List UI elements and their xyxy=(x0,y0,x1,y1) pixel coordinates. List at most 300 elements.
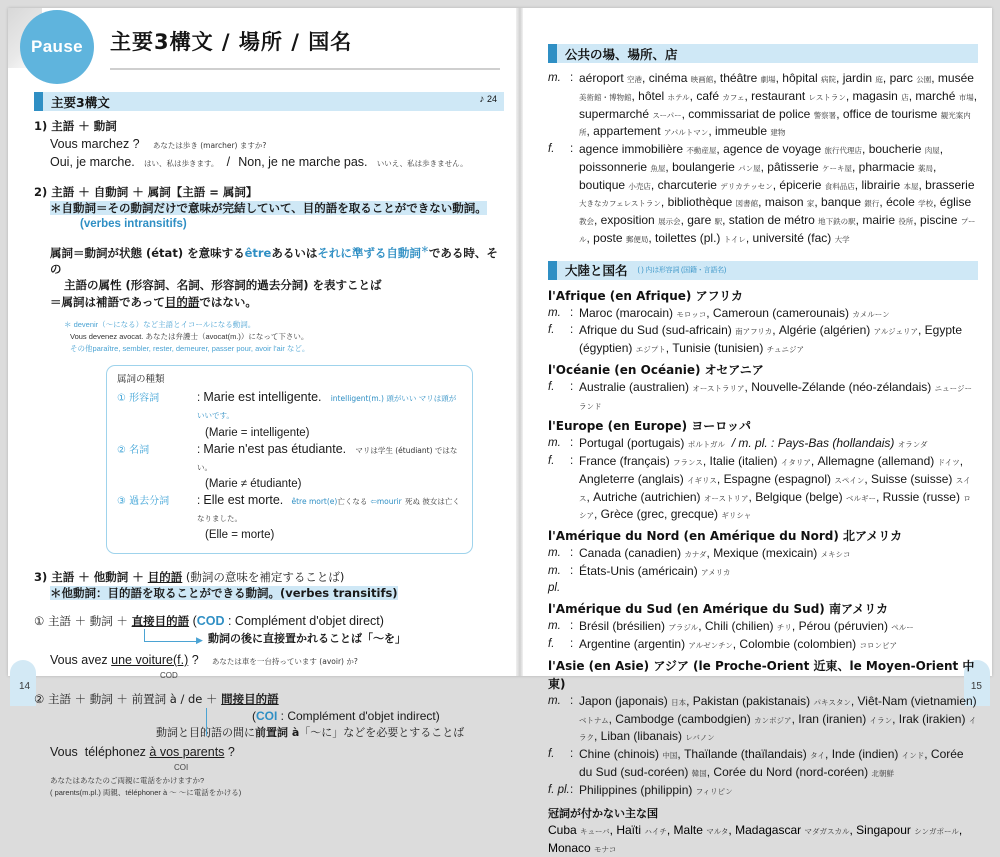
coi-example-row xyxy=(50,744,504,762)
vocab-gloss: インド xyxy=(901,751,925,760)
public-places-list xyxy=(548,70,978,248)
vocab-group-row xyxy=(548,782,978,800)
gender-label: f. xyxy=(548,455,555,467)
cod-abbr: COD xyxy=(196,614,225,629)
continent-heading: l'Océanie (en Océanie) オセアニア xyxy=(548,362,764,377)
vocab-gloss: 南アフリカ xyxy=(735,327,773,337)
gender-colon: : xyxy=(570,638,574,650)
vocab-term: immeuble xyxy=(714,124,768,139)
attribute-row xyxy=(117,492,462,526)
vocab-gloss: プール xyxy=(579,217,976,244)
vocab-gloss: 魚屋 xyxy=(650,163,666,173)
vocab-gloss: レバノン xyxy=(685,733,715,743)
left-body xyxy=(34,118,504,799)
vocab-term: maison xyxy=(764,195,804,210)
vocab-gloss: 薬局 xyxy=(918,163,934,173)
vocab-term: France (français) xyxy=(579,454,670,468)
vocab-term: Corée du Sud (sud-coréen) xyxy=(579,747,964,779)
vocab-term: musée xyxy=(937,71,974,85)
attribute-row-body-3: : Elle est morte. être mort(e)亡くなる ⇦mourir 死ぬ 彼女は亡くなりました。 xyxy=(197,493,460,523)
def-l1-etre: être xyxy=(244,245,272,260)
structure-3-star-note xyxy=(50,585,504,601)
vocab-term: boutique xyxy=(579,177,626,192)
vocab-gloss: ニュージーランド xyxy=(579,383,972,411)
vocab-term: Brésil (brésilien) xyxy=(579,619,666,634)
vocab-gloss: パキスタン xyxy=(813,697,851,707)
vocab-group-row xyxy=(548,322,978,358)
cod-marker: COD xyxy=(160,670,178,680)
vocab-term: Grèce (grec, grecque) xyxy=(600,507,719,522)
vocab-entries: Chine (chinois) 中国, Thaïlande (thaïlandais) タイ, Inde (indien) インド, Corée du Sud (sud-coréen) 韓国, Corée du Nord (nord-coréen) 北朝鮮 xyxy=(579,747,964,779)
structure-1-answer-yes-gloss: はい、私は歩きます。 xyxy=(143,159,219,169)
vocab-gloss: ペルー xyxy=(891,623,914,633)
structure-1-question xyxy=(50,136,504,154)
structure-1-question-fr: Vous marchez ? xyxy=(50,137,140,152)
vocab-gloss: ブラジル xyxy=(668,623,699,633)
vocab-term: Singapour xyxy=(856,823,911,838)
vocab-gloss: トイレ xyxy=(723,234,746,244)
cod-line xyxy=(34,613,504,631)
vocab-entries: France (français) フランス, Italie (italien) イタリア, Allemagne (allemand) ドイツ, Angleterre (anglais) イギリス, Espagne (espagnol) スペイン, Suisse (suisse) スイス, Autriche (autrichien) オーストリア, Belgique (belge) ベルギー, Russie (russe) ロシア, Grèce (grec, grecque) ギリシャ xyxy=(579,454,971,522)
vocab-gloss: モナコ xyxy=(594,845,617,855)
vocab-gloss: 劇場 xyxy=(760,75,776,84)
coi-abbr-text: (COI : Complément d'objet indirect) xyxy=(252,708,440,723)
vocab-gloss: ホテル xyxy=(667,92,690,102)
vocab-gloss: 北朝鮮 xyxy=(871,768,895,778)
section-title-continents: 大陸と国名 xyxy=(565,263,628,278)
vocab-group-row xyxy=(548,305,978,323)
cod-arrow: ▶ 動詞の後に直接置かれることば「〜を」 xyxy=(144,631,504,647)
vocab-gloss: アルゼンチン xyxy=(688,641,733,650)
vocab-term: Allemagne (allemand) xyxy=(817,454,935,468)
vocab-gloss: メキシコ xyxy=(820,550,851,559)
no-article-heading: 冠詞が付かない主な国 xyxy=(548,808,658,821)
def-l1-c: あるいは xyxy=(271,245,318,260)
section-header-public-places xyxy=(548,44,978,63)
vocab-entries: Argentine (argentin) アルゼンチン, Colombie (colombien) コロンビア xyxy=(579,637,897,651)
vocab-gloss: スペイン xyxy=(834,475,865,485)
gender-colon: : xyxy=(570,143,574,155)
gender-label: m. xyxy=(548,547,561,559)
vocab-gloss: ベルギー xyxy=(845,493,876,503)
vocab-term: pâtisserie xyxy=(767,159,819,174)
section-note-continents: ( ) 内は形容詞 (国籍・言語名) xyxy=(637,267,727,274)
vocab-gloss: 建物 xyxy=(770,128,786,138)
structure-2-definition-line1 xyxy=(50,244,504,277)
vocab-term: Philippines (philippin) xyxy=(579,782,693,797)
cod-example-object: une voiture(f.) xyxy=(111,653,189,668)
structure-1-slash: / xyxy=(226,155,231,170)
continent-heading: l'Europe (en Europe) ヨーロッパ xyxy=(548,419,751,434)
left-column xyxy=(34,92,504,798)
coi-abbr-row xyxy=(34,708,504,725)
vocab-term: toilettes (pl.) xyxy=(655,230,721,245)
coi-example: Vous téléphonez à vos parents ? xyxy=(50,745,235,760)
attribute-gloss-3-blue2: mourir xyxy=(376,497,402,507)
gender-label: f. xyxy=(548,380,555,393)
structure-2-definition-line2: 主語の属性 (形容詞、名詞、形容詞的過去分詞) を表すことば xyxy=(64,278,382,293)
vocab-term: appartement xyxy=(593,124,661,139)
structure-2-intransitifs-fr: (verbes intransitifs) xyxy=(80,218,187,231)
structure-2-small-note-3: その他paraître, sembler, rester, demeurer, passer pour, avoir l'air など。 xyxy=(70,343,310,353)
book-gutter xyxy=(516,8,523,676)
vocab-gloss: 美術館・博物館 xyxy=(579,92,632,102)
vocab-term: agence de voyage xyxy=(723,142,822,156)
attribute-sub-1: (Marie = intelligente) xyxy=(205,426,310,439)
s3-head-a: 3) 主語 ＋ 他動詞 ＋ xyxy=(34,569,148,584)
structure-1-answer-no-fr: Non, je ne marche pas. xyxy=(238,155,368,170)
attribute-row-label-3: ③ 過去分詞 xyxy=(117,496,170,508)
gender-colon: : xyxy=(570,72,574,84)
pause-badge xyxy=(20,10,94,84)
section-title: 主要3構文 xyxy=(51,94,110,110)
vocab-term: magasin xyxy=(852,88,898,103)
vocab-term: église xyxy=(939,195,972,210)
vocab-gloss: チリ xyxy=(776,623,792,633)
cod-example-row xyxy=(50,652,504,670)
structure-2-star-note-text: ＊自動詞＝その動詞だけで意味が完結していて、目的語を取ることができない動詞。 xyxy=(50,201,487,216)
structure-3-heading xyxy=(34,569,504,585)
section-header-main-structures xyxy=(34,92,504,111)
vocab-term: jardin xyxy=(842,71,873,85)
vocab-gloss: 病院 xyxy=(821,75,837,84)
vocab-group-row xyxy=(548,435,978,453)
gender-colon: : xyxy=(570,694,574,707)
attribute-row-body-1: : Marie est intelligente. intelligent(m.) 頭がいい マリは頭がいいです。 xyxy=(197,390,457,421)
vocab-gloss: 日本 xyxy=(671,697,687,707)
vocab-gloss: カフェ xyxy=(722,92,745,102)
vocab-group-row xyxy=(548,693,978,746)
gender-label: m. xyxy=(548,306,561,319)
vocab-gloss: エジプト xyxy=(635,345,666,354)
coi-abbr: COI xyxy=(256,708,278,723)
section-tick xyxy=(548,261,557,280)
vocab-term: Afrique du Sud (sud-africain) xyxy=(579,323,732,338)
attribute-gloss-3-blue: être mort(e) xyxy=(291,497,338,507)
vocab-term: Japon (japonais) xyxy=(579,693,668,708)
vocab-term: aéroport xyxy=(579,71,624,85)
gender-colon: : xyxy=(570,748,574,760)
vocab-term: parc xyxy=(889,71,913,85)
vocab-term: Nouvelle-Zélande (néo-zélandais) xyxy=(751,379,932,394)
vocab-entries: Brésil (brésilien) ブラジル, Chili (chilien) チリ, Pérou (péruvien) ペルー xyxy=(579,619,914,634)
vocab-term: charcuterie xyxy=(657,177,717,192)
vocab-term: hôpital xyxy=(782,71,818,85)
structure-2-small-note-2: Vous devenez avocat. あなたは弁護士（avocat(m.)）になって下さい。 xyxy=(70,331,309,341)
vocab-term: Algérie (algérien) xyxy=(778,323,871,338)
structure-3-sub-2 xyxy=(34,691,504,799)
vocab-entries: Australie (australien) オーストラリア, Nouvelle-Zélande (néo-zélandais) ニュージーランド xyxy=(579,379,972,411)
vocab-gloss: アルジェリア xyxy=(873,327,918,337)
def-l1-a: 属詞＝動詞が状態 (état) を意味する xyxy=(50,245,245,260)
gender-colon: : xyxy=(570,620,574,633)
attribute-row xyxy=(117,389,462,423)
gender-label: f. xyxy=(548,324,555,337)
coi-gloss-1: あなたはあなたのご両親に電話をかけますか? xyxy=(50,776,205,786)
vocab-gloss: 図書館 xyxy=(735,199,759,209)
coi-gloss-2: ( parents(m.pl.) 両親、téléphoner à 〜 〜に電話をかける) xyxy=(50,788,242,798)
def-l1-d: それに準ずる自動詞 xyxy=(317,245,421,260)
vocab-term: café xyxy=(696,88,720,103)
vocab-gloss: イラン xyxy=(869,715,893,725)
vocab-group-row xyxy=(548,70,978,141)
vocab-gloss: 小売店 xyxy=(628,181,651,191)
vocab-term: épicerie xyxy=(779,177,822,192)
vocab-term: université (fac) xyxy=(752,230,832,245)
vocab-gloss: アパルトマン xyxy=(663,128,709,138)
vocab-term: Angleterre (anglais) xyxy=(579,471,684,486)
cod-num: ① xyxy=(34,614,45,629)
vocab-entries: Japon (japonais) 日本, Pakistan (pakistanais) パキスタン, Viêt-Nam (vietnamien) ベトナム, Cambodge (cambodgien) カンボジア, Iran (iranien) イラン, Irak (irakien) イラク, Liban (libanais) レバノン xyxy=(579,693,977,744)
vocab-term: Liban (libanais) xyxy=(600,729,683,744)
vocab-gloss: 肉屋 xyxy=(924,146,940,155)
gender-label: f. xyxy=(548,638,555,650)
coi-line xyxy=(34,691,504,707)
vocab-term: poste xyxy=(593,230,623,245)
vocab-term: école xyxy=(886,195,915,210)
coi-num: ② xyxy=(34,692,45,707)
vocab-gloss: 観光案内所 xyxy=(579,110,971,138)
vocab-term: piscine xyxy=(920,213,958,227)
vocab-term: librairie xyxy=(861,177,901,192)
vocab-term: Autriche (autrichien) xyxy=(593,489,701,504)
structure-1-question-gloss: あなたは歩き (marcher) ますか? xyxy=(152,141,267,151)
vocab-gloss: 大学 xyxy=(834,234,850,244)
vocab-term: Inde (indien) xyxy=(831,747,899,761)
section-title-places: 公共の場、場所、店 xyxy=(565,46,678,62)
cod-arrow-text: 動詞の後に直接置かれることば「〜を」 xyxy=(208,632,406,646)
vocab-gloss: マダガスカル xyxy=(804,827,850,837)
vocab-gloss: デリカテッセン xyxy=(720,181,773,191)
structure-3-sub-1 xyxy=(34,613,504,681)
vocab-group-row xyxy=(548,453,978,524)
def-l3-b: 目的語 xyxy=(164,294,200,309)
vocab-term: Argentine (argentin) xyxy=(579,637,686,651)
vocab-term: Tunisie (tunisien) xyxy=(672,341,764,355)
structure-2-definition-line3 xyxy=(50,294,504,310)
vocab-group-row xyxy=(548,545,978,563)
structure-2-heading: 2) 主語 ＋ 自動詞 ＋ 属詞【主語 = 属詞】 xyxy=(34,184,258,199)
vocab-term: mairie xyxy=(862,213,896,227)
vocab-gloss: フランス xyxy=(673,458,703,467)
cod-line-d: : Complément d'objet direct) xyxy=(224,614,384,629)
vocab-gloss: 駅 xyxy=(714,217,723,226)
vocab-gloss: 不動産屋 xyxy=(686,146,717,155)
cod-line-c: ( xyxy=(189,614,197,629)
vocab-term: Canada (canadien) xyxy=(579,546,682,560)
vocab-term: Pakistan (pakistanais) xyxy=(692,693,811,708)
vocab-gloss: ケーキ屋 xyxy=(822,163,852,173)
vocab-term: Cuba xyxy=(548,823,577,838)
vocab-term: Mexique (mexicain) xyxy=(713,546,818,560)
continent-heading: l'Afrique (en Afrique) アフリカ xyxy=(548,288,743,303)
gender-colon: : xyxy=(570,380,574,393)
vocab-gloss: ドイツ xyxy=(937,458,960,467)
vocab-term: agence immobilière xyxy=(579,142,684,156)
audio-track-marker[interactable]: ♪ 24 xyxy=(479,94,497,105)
attribute-box-title: 属詞の種類 xyxy=(117,373,165,385)
vocab-gloss: 公園 xyxy=(916,75,932,84)
vocab-term: Thaïlande (thaïlandais) xyxy=(684,747,807,761)
vocab-term: Chine (chinois) xyxy=(579,747,660,761)
vocab-gloss: 教会 xyxy=(579,217,594,226)
vocab-term: théâtre xyxy=(719,71,758,85)
attribute-gloss-1: intelligent(m.) 頭がいい マリは頭がいいです。 xyxy=(197,394,457,421)
vocab-gloss: スイス xyxy=(579,475,971,503)
vocab-group-row xyxy=(548,141,978,248)
vocab-term: banque xyxy=(821,195,862,210)
vocab-term: Monaco xyxy=(548,841,591,856)
vocab-entries: agence immobilière 不動産屋, agence de voyage 旅行代理店, boucherie 肉屋, poissonnerie 魚屋, boulangerie パン屋, pâtisserie ケーキ屋, pharmacie 薬局, boutique 小売店, charcuterie デリカテッセン, épicerie 食料品店, librairie 本屋, brasserie 大きなカフェレストラン, bibliothèque 図書館, maison 家, banque 銀行, école 学校, église 教会, exposition 展示会, gare 駅, station de métro 地下鉄の駅, mairie 役所, piscine プール, poste 郵便局, toilettes (pl.) トイレ, université (fac) 大学 xyxy=(579,142,976,245)
vocab-gloss: イタリア xyxy=(780,458,811,467)
vocab-term: brasserie xyxy=(925,177,975,192)
attribute-types-box xyxy=(106,365,473,554)
vocab-term: restaurant xyxy=(751,88,806,103)
gender-label: m. xyxy=(548,620,561,633)
structure-3-star-note-text: ＊他動詞：目的語を取ることができる動詞。(verbes transitifs) xyxy=(50,585,398,600)
structure-2-small-note-1: ＊ devenir（〜になる）など主語とイコールになる動詞。 xyxy=(64,319,256,329)
vocab-gloss: 韓国 xyxy=(691,768,707,778)
vocab-term: Belgique (belge) xyxy=(755,489,843,504)
vocab-group-row xyxy=(548,379,978,415)
coi-arrow-b: 前置詞 à xyxy=(255,725,300,739)
vocab-gloss: 警察署 xyxy=(813,110,837,120)
gender-label: m. xyxy=(548,72,561,84)
vocab-term: boulangerie xyxy=(672,159,735,174)
def-l1-asterisk: ＊ xyxy=(420,244,429,254)
vocab-gloss: 銀行 xyxy=(864,199,880,209)
audio-track-number: 24 xyxy=(486,94,497,104)
coi-arrow-c: 「〜に」などを必要とすることば xyxy=(299,725,465,739)
vocab-term: marché xyxy=(915,88,956,103)
coi-arrow-a: 動詞と目的語の間に xyxy=(156,725,255,739)
vocab-gloss: 学校 xyxy=(918,199,934,209)
vocab-term: cinéma xyxy=(648,71,688,85)
structure-2-star-note xyxy=(50,200,504,216)
no-article-country-list: Cuba キューバ, Haïti ハイチ, Malte マルタ, Madagascar マダガスカル, Singapour シンガポール, Monaco モナコ xyxy=(548,823,963,856)
vocab-gloss: レストラン xyxy=(808,92,846,102)
cod-line-a: 主語 ＋ 動詞 ＋ xyxy=(47,614,132,629)
vocab-term: exposition xyxy=(600,213,655,227)
vocab-term: Portugal (portugais) xyxy=(579,436,685,451)
vocab-term: Viêt-Nam (vietnamien) xyxy=(857,693,977,708)
attribute-gloss-3-arrow: ⇦ xyxy=(370,497,377,507)
gender-label: m. pl. xyxy=(548,564,561,594)
gender-label: f. xyxy=(548,143,555,155)
vocab-term: supermarché xyxy=(579,106,650,121)
structure-2-intransitifs xyxy=(80,216,504,232)
vocab-gloss: イギリス xyxy=(687,475,717,485)
vocab-gloss: マルタ xyxy=(706,827,729,837)
vocab-term: Corée du Nord (nord-coréen) xyxy=(713,764,869,779)
vocab-term: poissonnerie xyxy=(579,159,648,174)
vocab-entries: Maroc (marocain) モロッコ, Cameroun (camerounais) カメルーン xyxy=(579,305,890,320)
page-number-right: 15 xyxy=(970,681,982,692)
vocab-gloss: ベトナム xyxy=(579,715,609,725)
structure-1-answers xyxy=(50,154,504,172)
vocab-gloss: 本屋 xyxy=(903,181,919,191)
vocab-gloss: 地下鉄の駅 xyxy=(818,217,856,226)
vocab-term: Egypte (égyptien) xyxy=(579,323,963,355)
vocab-gloss: 中国 xyxy=(662,751,678,760)
gender-colon: : xyxy=(570,783,574,796)
continents-list xyxy=(548,287,978,800)
attribute-sub-3: (Elle = morte) xyxy=(205,529,275,542)
vocab-gloss: 庭 xyxy=(875,75,883,84)
vocab-gloss: 市場 xyxy=(958,92,974,102)
gender-colon: : xyxy=(570,547,574,559)
vocab-gloss: チュニジア xyxy=(766,345,804,354)
vocab-gloss: オーストラリア xyxy=(692,383,745,393)
vocab-term: Malte xyxy=(673,823,703,838)
vocab-extra: / m. pl. : Pays-Bas (hollandais) xyxy=(731,436,895,451)
vocab-group-row xyxy=(548,746,978,782)
pause-badge-label: Pause xyxy=(30,37,84,56)
page-title: 主要3構文 / 場所 / 国名 xyxy=(110,30,353,54)
vocab-term: Madagascar xyxy=(735,823,802,838)
vocab-term: Cambodge (cambodgien) xyxy=(615,711,751,726)
vocab-term: hôtel xyxy=(638,88,665,103)
cod-line-b: 直接目的語 xyxy=(131,614,190,629)
continent-heading: l'Amérique du Sud (en Amérique du Sud) 南アメリカ xyxy=(548,602,889,617)
gender-label: f. pl. xyxy=(548,783,570,796)
gender-colon: : xyxy=(570,564,574,577)
attribute-row-label-1: ① 形容詞 xyxy=(117,393,160,405)
coi-marker: COI xyxy=(174,762,189,772)
vocab-gloss: ギリシャ xyxy=(721,511,752,521)
vocab-gloss: 役所 xyxy=(898,217,914,226)
vocab-gloss: カンボジア xyxy=(754,715,792,725)
vocab-entries: Canada (canadien) カナダ, Mexique (mexicain) メキシコ xyxy=(579,546,851,560)
vocab-term: station de métro xyxy=(728,213,815,227)
continent-heading: l'Amérique du Nord (en Amérique du Nord) 北アメリカ xyxy=(548,529,903,543)
gender-colon: : xyxy=(570,324,574,337)
cod-example-gloss: あなたは車を一台持っています (avoir) か? xyxy=(211,657,358,667)
vocab-term: Pérou (péruvien) xyxy=(798,619,888,634)
vocab-gloss: 食料品店 xyxy=(824,181,855,191)
vocab-term: bibliothèque xyxy=(667,195,733,210)
section-header-continents xyxy=(548,261,978,280)
vocab-term: pharmacie xyxy=(858,159,915,174)
vocab-gloss: オーストリア xyxy=(703,493,749,503)
page-number-left: 14 xyxy=(19,681,31,692)
attribute-row-body-2: : Marie n'est pas étudiante. マリは学生 (étudiant) ではない。 xyxy=(197,441,458,472)
attribute-gloss-3-dark: 亡くなる xyxy=(337,497,368,507)
vocab-entries: aéroport 空港, cinéma 映画館, théâtre 劇場, hôpital 病院, jardin 庭, parc 公園, musée 美術館・博物館, hôtel ホテル, café カフェ, restaurant レストラン, magasin 店, marché 市場, supermarché スーパー, commissariat de police 警察署, office de tourisme 観光案内所, appartement アパルトマン, immeuble 建物 xyxy=(579,71,978,139)
vocab-gloss: アメリカ xyxy=(701,567,731,577)
vocab-gloss: フィリピン xyxy=(695,786,733,796)
vocab-gloss: ハイチ xyxy=(644,827,667,837)
vocab-gloss: イラク xyxy=(579,715,977,743)
s3-head-c: (動詞の意味を補定することば) xyxy=(182,569,345,584)
vocab-term: Australie (australien) xyxy=(579,379,690,394)
s3-head-b: 目的語 xyxy=(147,569,183,584)
vocab-gloss: シンガポール xyxy=(914,827,959,837)
def-l1-e: である時、その xyxy=(50,245,498,276)
vocab-gloss: コロンビア xyxy=(859,641,897,650)
vocab-term: Haïti xyxy=(616,823,642,838)
vocab-gloss: ロシア xyxy=(579,493,971,521)
vocab-gloss: カナダ xyxy=(684,550,707,559)
vocab-entries: Portugal (portugais) ポルトガル / m. pl. : Pays-Bas (hollandais) オランダ xyxy=(579,436,928,451)
vocab-gloss: キューバ xyxy=(580,827,610,837)
vocab-term: Iran (iranien) xyxy=(798,711,867,726)
vocab-term: office de tourisme xyxy=(842,106,938,121)
vocab-term: Espagne (espagnol) xyxy=(723,471,832,486)
gender-label: f. xyxy=(548,748,555,760)
vocab-entries: Afrique du Sud (sud-africain) 南アフリカ, Algérie (algérien) アルジェリア, Egypte (égyptien) エジプト, Tunisie (tunisien) チュニジア xyxy=(579,323,963,355)
vocab-term: Russie (russe) xyxy=(882,489,960,504)
